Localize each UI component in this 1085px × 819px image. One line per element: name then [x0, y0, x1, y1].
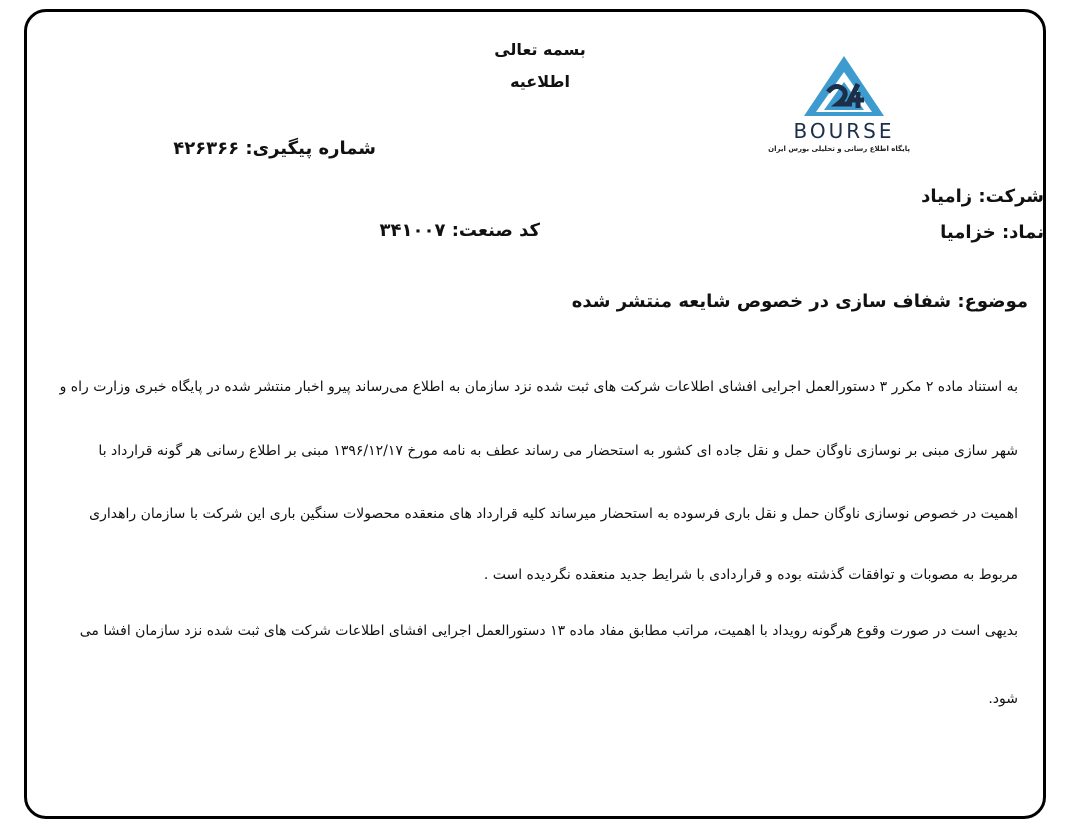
bismillah-heading: بسمه تعالی	[494, 40, 586, 59]
body-line: شهر سازی مبنی بر نوسازی ناوگان حمل و نقل جاده ای کشور به استحضار می رساند عطف به نامه مورخ ۱۳۹۶/۱۲/۱۷ مبنی بر اطلاع رسانی هر گونه قرارداد با	[98, 443, 1018, 459]
industry-code: کد صنعت: ۳۴۱۰۰۷	[379, 220, 540, 241]
subject-line: موضوع: شفاف سازی در خصوص شایعه منتشر شده	[571, 291, 1028, 312]
logo-tagline: پایگاه اطلاع رسانی و تحلیلی بورس ایران	[768, 145, 910, 153]
notice-title: اطلاعیه	[510, 72, 570, 91]
body-line: شود.	[988, 691, 1018, 707]
body-line: مربوط به مصوبات و توافقات گذشته بوده و قراردادی با شرایط جدید منعقده نگردیده است .	[483, 567, 1018, 583]
stock-symbol: نماد: خزامیا	[940, 222, 1044, 243]
body-paragraph	[60, 377, 1018, 753]
bourse-logo	[768, 52, 910, 162]
tracking-number: شماره پیگیری: ۴۲۶۳۶۶	[173, 138, 376, 159]
body-line: به استناد ماده ۲ مکرر ۳ دستورالعمل اجرایی افشای اطلاعات شرکت های ثبت شده نزد سازمان به اطلاع می‌رساند پیرو اخبار منتشر شده در پایگاه خبری وزارت راه و	[59, 379, 1018, 395]
body-line: اهمیت در خصوص نوسازی ناوگان حمل و نقل باری فرسوده به استحضار میرساند کلیه قرارداد های منعقده محصولات سنگین باری این شرکت با سازمان راهداری	[89, 506, 1018, 522]
bourse-triangle-icon	[778, 52, 910, 124]
body-line: بدیهی است در صورت وقوع هرگونه رویداد با اهمیت، مراتب مطابق مفاد ماده ۱۳ دستورالعمل اجرایی افشای اطلاعات شرکت های ثبت شده نزد سازمان افشا می	[79, 623, 1018, 639]
logo-brand-text: BOURSE	[793, 119, 895, 143]
company-name: شرکت: زامیاد	[921, 186, 1044, 207]
